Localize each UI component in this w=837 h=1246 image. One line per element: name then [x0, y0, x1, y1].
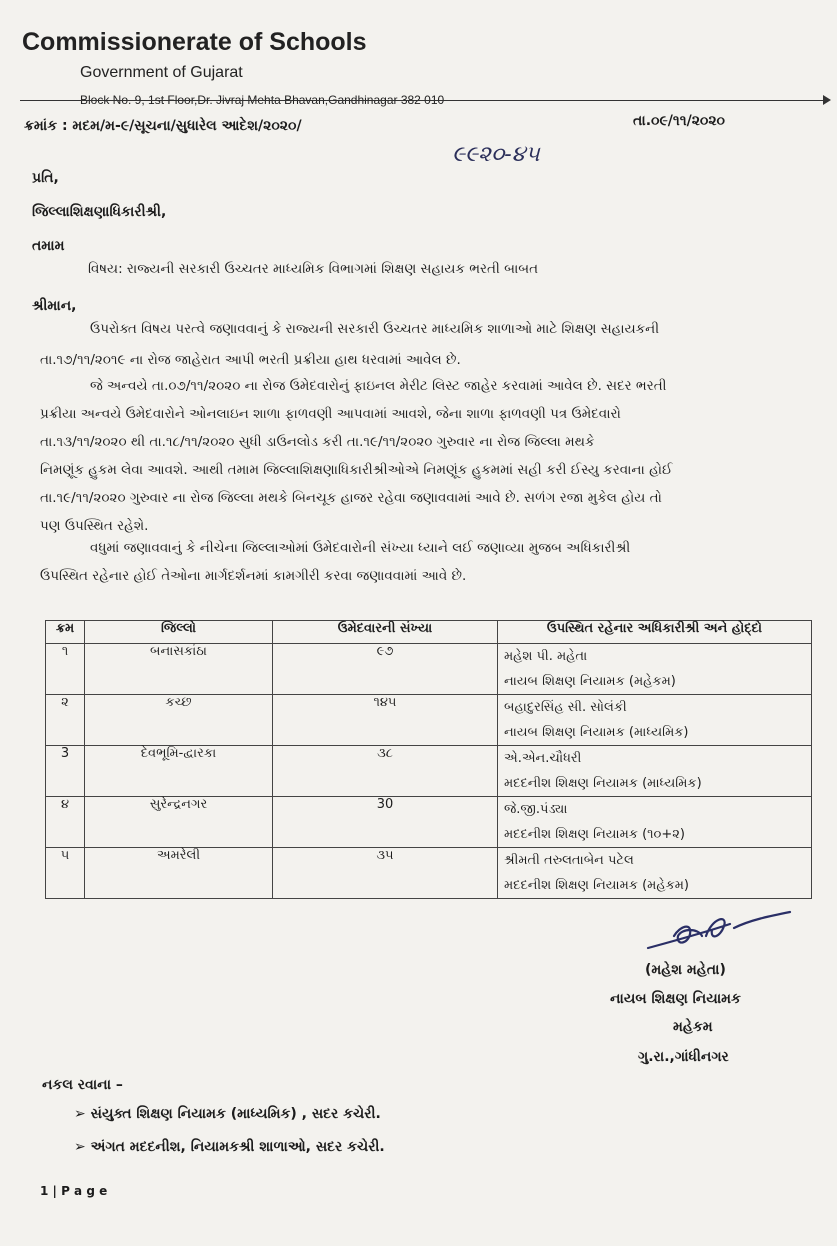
- cell-officer: [498, 848, 812, 899]
- paragraph-2-line: જે અન્વયે તા.૦૭/૧૧/૨૦૨૦ ના રોજ ઉમેદવારોનું ફાઇનલ મેરીટ લિસ્ટ જાહેર કરવામાં આવેલ છે. સદર ભરતી: [90, 378, 667, 394]
- header-rule: [20, 100, 827, 101]
- arrow-bullet-icon: ➢: [74, 1139, 91, 1155]
- signatory-name: (મહેશ મહેતા): [645, 962, 726, 978]
- cell-officer: [498, 746, 812, 797]
- paragraph-1-line: તા.૧૭/૧૧/૨૦૧૯ ના રોજ જાહેરાત આપી ભરતી પ્રક્રીયા હાથ ધરવામાં આવેલ છે.: [40, 352, 461, 368]
- paragraph-2-line: તા.૧૩/૧૧/૨૦૨૦ થી તા.૧૮/૧૧/૨૦૨૦ સુધી ડાઉનલોડ કરી તા.૧૯/૧૧/૨૦૨૦ ગુરુવાર ના રોજ જિલ્લા મથકે: [40, 434, 595, 450]
- cell-district: કચ્છ: [85, 695, 273, 746]
- officer-designation: નાયબ શિક્ષણ નિયામક (માધ્યમિક): [504, 725, 689, 740]
- cell-district: દેવભૂમિ-દ્વારકા: [85, 746, 273, 797]
- paragraph-3-line: વધુમાં જણાવવાનું કે નીચેના જિલ્લાઓમાં ઉમેદવારોની સંખ્યા ધ્યાને લઈ જણાવ્યા મુજબ અધિકારીશ્રી: [90, 540, 631, 556]
- officer-name: મહેશ પી. મહેતા: [504, 649, 588, 664]
- table-header-row: [46, 621, 812, 644]
- cell-district: બનાસકાંઠા: [85, 644, 273, 695]
- copy-item: [74, 1139, 385, 1155]
- cell-serial: 3: [46, 746, 85, 797]
- reference-number: ક્રમાંક : મદમ/મ-૯/સૂચના/સુધારેલ આદેશ/૨૦૨૦/: [24, 118, 302, 134]
- signature-icon: [640, 906, 800, 958]
- signatory-place: ગુ.રા.,ગાંધીનગર: [638, 1049, 729, 1065]
- header-rule-arrow-icon: [823, 95, 831, 105]
- officer-designation: મદદનીશ શિક્ષણ નિયામક (૧૦+૨): [504, 827, 685, 842]
- organization-name: Commissionerate of Schools: [22, 28, 367, 56]
- arrow-bullet-icon: ➢: [74, 1106, 91, 1122]
- copy-to-label: નકલ રવાના –: [42, 1077, 123, 1093]
- cell-count: ૩૮: [273, 746, 498, 797]
- cell-serial: ૪: [46, 797, 85, 848]
- table-header-officer: ઉપસ્થિત રહેનાર અધિકારીશ્રી અને હોદ્દો: [498, 621, 812, 644]
- paragraph-2-line: નિમણૂંક હુકમ લેવા આવશે. આથી તમામ જિલ્લાશિક્ષણાધિકારીશ્રીઓએ નિમણૂંક હુકમમાં સહી કરી ઈસ્યુ કરવાના હોઈ: [40, 462, 673, 478]
- officer-designation: નાયબ શિક્ષણ નિયામક (મહેકમ): [504, 674, 676, 689]
- officer-name: જે.જી.પંડ્યા: [504, 802, 568, 817]
- salutation: શ્રીમાન,: [32, 298, 77, 314]
- cell-count: ૩૫: [273, 848, 498, 899]
- officer-name: શ્રીમતી તરુલતાબેન પટેલ: [504, 853, 634, 868]
- cell-count: ૯૭: [273, 644, 498, 695]
- signatory-department: મહેકમ: [673, 1019, 713, 1035]
- officer-designation: મદદનીશ શિક્ષણ નિયામક (મહેકમ): [504, 878, 690, 893]
- officer-name: બહાદુરસિંહ સી. સોલંકી: [504, 700, 627, 715]
- addressee-designation: જિલ્લાશિક્ષણાધિકારીશ્રી,: [32, 204, 167, 220]
- cell-serial: ૨: [46, 695, 85, 746]
- handwritten-outward-number: ૯૯૨૦-૪૫: [452, 142, 540, 167]
- copy-item: [74, 1106, 381, 1122]
- addressee-all: તમામ: [32, 238, 65, 254]
- cell-serial: ૫: [46, 848, 85, 899]
- copy-item-text: અંગત મદદનીશ, નિયામકશ્રી શાળાઓ, સદર કચેરી.: [90, 1139, 385, 1155]
- table-row: [46, 644, 812, 695]
- table-row: [46, 746, 812, 797]
- officer-allocation-table: [45, 620, 812, 899]
- table-header-candidate-count: ઉમેદવારની સંખ્યા: [273, 621, 498, 644]
- cell-district: સુરેન્દ્રનગર: [85, 797, 273, 848]
- page-number: 1 | P a g e: [40, 1184, 108, 1198]
- table-row: [46, 797, 812, 848]
- paragraph-1-line: ઉપરોક્ત વિષય પરત્વે જણાવવાનું કે રાજ્યની સરકારી ઉચ્ચતર માધ્યમિક શાળાઓ માટે શિક્ષણ સહાયકની: [90, 321, 660, 337]
- cell-officer: [498, 695, 812, 746]
- cell-count: 30: [273, 797, 498, 848]
- cell-officer: [498, 644, 812, 695]
- office-address: Block No. 9, 1st Floor,Dr. Jivraj Mehta Bhavan,Gandhinagar 382 010: [80, 93, 445, 107]
- table-header-district: જિલ્લો: [85, 621, 273, 644]
- cell-serial: ૧: [46, 644, 85, 695]
- paragraph-3-line: ઉપસ્થિત રહેનાર હોઈ તેઓના માર્ગદર્શનમાં કામગીરી કરવા જણાવવામાં આવે છે.: [40, 568, 467, 584]
- signatory-title: નાયબ શિક્ષણ નિયામક: [610, 991, 741, 1007]
- cell-count: ૧૪૫: [273, 695, 498, 746]
- government-name: Government of Gujarat: [80, 64, 243, 81]
- cell-district: અમરેલી: [85, 848, 273, 899]
- table-row: [46, 695, 812, 746]
- paragraph-2-line: પણ ઉપસ્થિત રહેશે.: [40, 518, 149, 534]
- table-row: [46, 848, 812, 899]
- officer-name: એ.એન.ચૌધરી: [504, 751, 582, 766]
- officer-designation: મદદનીશ શિક્ષણ નિયામક (માધ્યમિક): [504, 776, 702, 791]
- letter-date: તા.૦૯/૧૧/૨૦૨૦: [633, 113, 725, 129]
- paragraph-2-line: તા.૧૯/૧૧/૨૦૨૦ ગુરુવાર ના રોજ જિલ્લા મથકે બિનચૂક હાજર રહેવા જણાવવામાં આવે છે. સળંગ રજા મુકેલ હોય તો: [40, 490, 662, 506]
- cell-officer: [498, 797, 812, 848]
- addressee-prati: પ્રતિ,: [32, 170, 59, 186]
- copy-item-text: સંયુક્ત શિક્ષણ નિયામક (માધ્યમિક) , સદર કચેરી.: [90, 1106, 381, 1122]
- paragraph-2-line: પ્રક્રીયા અન્વયે ઉમેદવારોને ઓનલાઇન શાળા ફાળવણી આપવામાં આવશે, જેના શાળા ફાળવણી પત્ર ઉમેદવારો: [40, 406, 621, 422]
- subject-line: વિષય: રાજ્યની સરકારી ઉચ્ચતર માધ્યમિક વિભાગમાં શિક્ષણ સહાયક ભરતી બાબત: [88, 261, 539, 277]
- table-header-serial: ક્રમ: [46, 621, 85, 644]
